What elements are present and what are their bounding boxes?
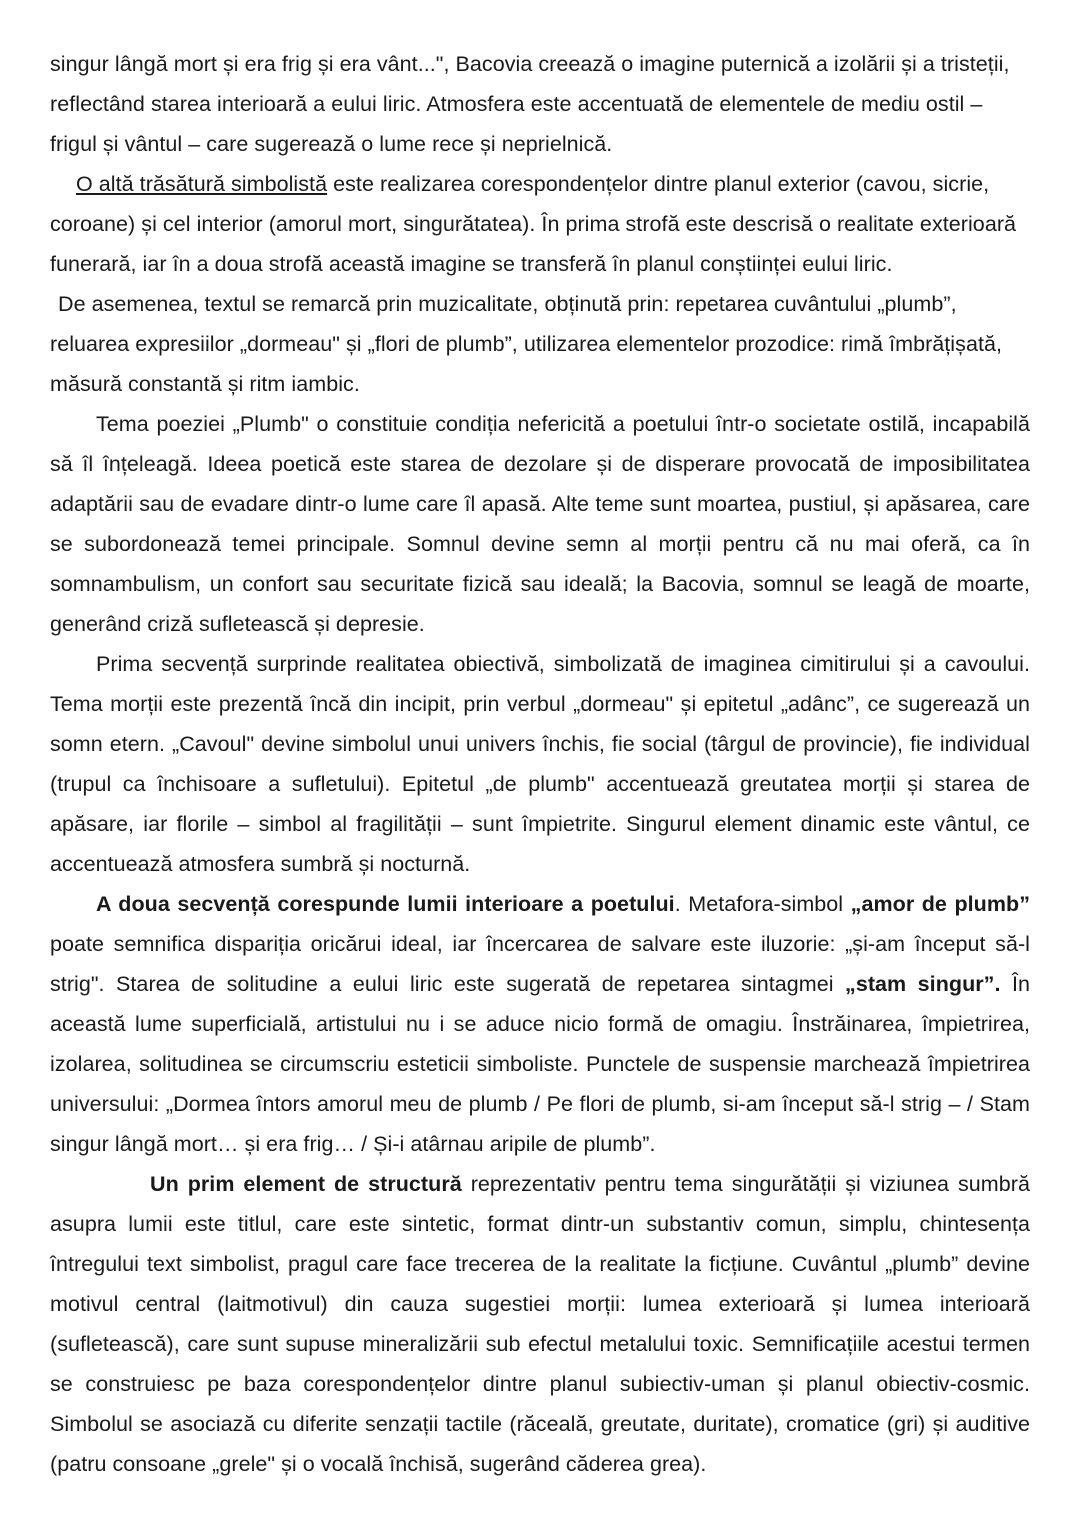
paragraph-izolare bbox=[50, 44, 1030, 164]
paragraph-a-doua-secventa bbox=[50, 884, 1037, 1164]
text-run: singur lângă mort și era frig și era vânt...", Bacovia creează o imagine puternică a izolării și a tristeții, reflectând starea interioară a eului liric. Atmosfera este accentuată de elementele de mediu ostil – frigul și vântul – care sugerează o lume rece și neprielnică. bbox=[50, 52, 1016, 156]
bold-lead-phrase: A doua secvență corespunde lumii interioare a poetului bbox=[96, 892, 675, 916]
text-run: În această lume superficială, artistului nu i se aduce nicio formă de omagiu. Înstrăinarea, împietrirea, izolarea, solitudinea se circumscriu esteticii simboliste. Punctele de suspensie marchează împietrirea universului: „Dormea întors amorul meu de plumb / Pe flori de plumb, si-am început să-l strig – / Stam singur lângă mort… și era frig… / Și-i atârnau aripile de plumb”. bbox=[50, 972, 1037, 1156]
text-run: este realizarea corespondențelor dintre planul exterior (cavou, sicrie, coroane) și cel interior (amorul mort, singurătatea). În prima strofă este descrisă o realitate exterioară funerară, iar în a doua strofă această imagine se transferă în planul conștiinței eului liric. bbox=[50, 172, 1023, 276]
text-run: . Metafora-simbol bbox=[674, 892, 851, 916]
text-run: poate semnifica dispariția oricărui ideal, iar încercarea de salvare este iluzorie: „și-am început să-l strig". Starea de solitudine a eului liric este sugerată de repetarea sintagmei bbox=[50, 892, 1037, 996]
paragraph-muzicalitate bbox=[50, 284, 1030, 404]
paragraph-element-structura bbox=[50, 1164, 1037, 1484]
bold-lead-phrase: Un prim element de structură bbox=[150, 1172, 462, 1196]
bold-metaphor-amor-de-plumb: „amor de plumb” bbox=[850, 892, 1031, 916]
text-run: Prima secvență surprinde realitatea obiectivă, simbolizată de imaginea cimitirului și a cavoului. Tema morții este prezentă încă din incipit, prin verbul „dormeau" și epitetul „adânc”, ce sugerează un somn etern. „Cavoul" devine simbolul unui univers închis, fie social (târgul de provincie), fie individual (trupul ca închisoare a sufletului). Epitetul „de plumb" accentuează greutatea morții și starea de apăsare, iar florile – simbol al fragilității – sunt împietrite. Singurul element dinamic este vântul, ce accentuează atmosfera sumbră și nocturnă. bbox=[50, 652, 1037, 876]
text-run: reprezentativ pentru tema singurătății și viziunea sumbră asupra lumii este titlul, care este sintetic, format dintr-un substantiv comun, simplu, chintesența întregului text simbolist, pragul care face trecerea de la realitate la ficțiune. Cuvântul „plumb” devine motivul central (laitmotivul) din cauza sugestiei morții: lumea exterioară și lumea interioară (sufletească), care sunt supuse mineralizării sub efectul metalului toxic. Semnificațiile acestui termen se construiesc pe baza corespondențelor dintre planul subiectiv-uman și planul obiectiv-cosmic. Simbolul se asociază cu diferite senzații tactile (răceală, greutate, duritate), cromatice (gri) și auditive (patru consoane „grele" și o vocală închisă, sugerând căderea grea). bbox=[50, 1172, 1037, 1476]
text-run: De asemenea, textul se remarcă prin muzicalitate, obținută prin: repetarea cuvântului „plumb”, reluarea expresiilor „dormeau" și „flori de plumb”, utilizarea elementelor prozodice: rimă îmbrățișată, măsură constantă și ritm iambic. bbox=[50, 292, 1009, 396]
bold-sintagma-stam-singur: „stam singur”. bbox=[845, 972, 1001, 996]
paragraph-prima-secventa bbox=[50, 644, 1037, 884]
underlined-lead-phrase: O altă trăsătură simbolistă bbox=[76, 172, 328, 196]
paragraph-corespondente bbox=[50, 164, 1030, 284]
text-run: Tema poeziei „Plumb" o constituie condiția nefericită a poetului într-o societate ostilă, incapabilă să îl înțeleagă. Ideea poetică este starea de dezolare și de disperare provocată de imposibilitatea adaptării sau de evadare dintr-o lume care îl apasă. Alte teme sunt moartea, pustiul, și apăsarea, care se subordonează temei principale. Somnul devine semn al morții pentru că nu mai oferă, ca în somnambulism, un confort sau securitate fizică sau ideală; la Bacovia, somnul se leagă de moarte, generând criză sufletească și depresie. bbox=[50, 412, 1037, 636]
paragraph-tema bbox=[50, 404, 1037, 644]
document-body bbox=[50, 44, 1037, 1484]
